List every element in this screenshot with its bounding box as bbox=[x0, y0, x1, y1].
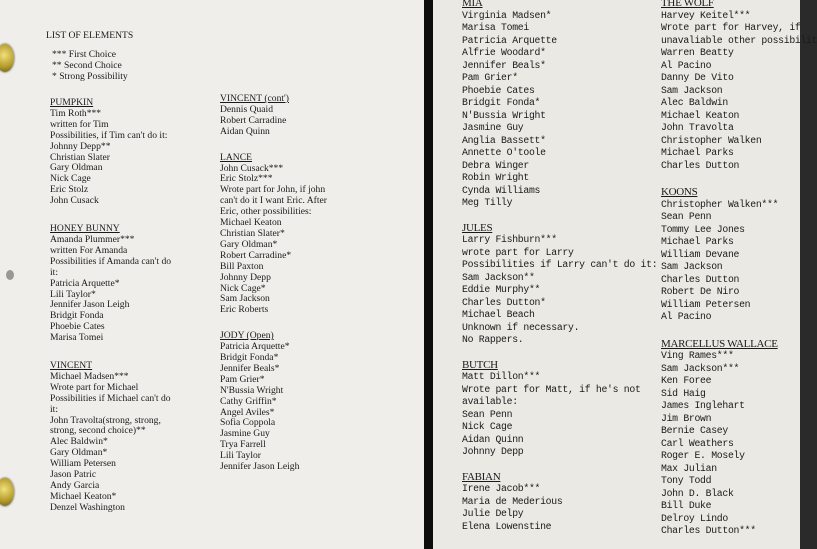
cast-line: William Devane bbox=[661, 248, 740, 260]
section-heading: BUTCH bbox=[462, 358, 498, 371]
cast-line: wrote part for Larry bbox=[462, 246, 574, 258]
cast-line: available: bbox=[462, 396, 518, 407]
cast-line: N'Bussia Wright bbox=[220, 384, 284, 396]
section-heading: HONEY BUNNY bbox=[50, 223, 120, 235]
cast-line: Lili Taylor bbox=[220, 450, 261, 462]
list-header bbox=[46, 31, 133, 83]
cast-line: Bill Paxton bbox=[220, 260, 264, 272]
cast-line: Cathy Griffin* bbox=[220, 395, 277, 407]
cast-line: N'Bussia Wright bbox=[462, 109, 546, 121]
legend-third: * Strong Possibility bbox=[52, 70, 128, 82]
cast-line: Sam Jackson bbox=[661, 261, 723, 272]
cast-line: written for Tim bbox=[50, 118, 109, 130]
cast-line: Carl Weathers bbox=[661, 437, 734, 449]
cast-line: Eddie Murphy** bbox=[462, 284, 541, 295]
cast-line: Phoebie Cates bbox=[50, 321, 105, 333]
cast-line: Eric Roberts bbox=[220, 304, 269, 316]
cast-line: Christopher Walken*** bbox=[661, 198, 779, 210]
cast-line: Dennis Quaid bbox=[220, 103, 274, 115]
cast-line: Charles Dutton* bbox=[462, 296, 546, 308]
cast-line: Tony Todd bbox=[661, 475, 712, 486]
cast-line: John D. Black bbox=[661, 487, 734, 499]
section-heading: VINCENT bbox=[50, 360, 93, 372]
cast-line: Ken Foree bbox=[661, 375, 712, 386]
cast-line: Aidan Quinn bbox=[220, 125, 270, 137]
section-heading: PUMPKIN bbox=[50, 97, 94, 108]
cast-line: Robert Carradine* bbox=[220, 249, 292, 261]
cast-line: Pam Grier* bbox=[220, 373, 265, 385]
binder-ring-bottom bbox=[0, 478, 14, 506]
cast-line: Sean Penn bbox=[462, 408, 513, 420]
cast-line: No Rappers. bbox=[462, 334, 524, 345]
cast-line: Denzel Washington bbox=[50, 501, 125, 513]
cast-line: Trya Farrell bbox=[220, 439, 266, 451]
cast-line: Bridgit Fonda* bbox=[220, 352, 279, 364]
cast-line: John Travolta(strong, strong, bbox=[50, 414, 161, 426]
cast-line: Jennifer Beals* bbox=[462, 59, 546, 71]
right-column-2 bbox=[661, 0, 817, 538]
cast-line: Bernie Casey bbox=[661, 425, 728, 436]
cast-line: Robin Wright bbox=[462, 172, 529, 183]
cast-line: Johnny Depp bbox=[462, 446, 524, 457]
punch-hole bbox=[6, 270, 14, 280]
cast-line: Jasmine Guy bbox=[220, 428, 270, 440]
cast-line: Sid Haig bbox=[661, 387, 706, 399]
right-column-1 bbox=[462, 0, 657, 533]
cast-line: Charles Dutton*** bbox=[661, 525, 756, 536]
cast-line: John Cusack bbox=[50, 195, 99, 207]
cast-line: Christopher Walken bbox=[661, 134, 762, 146]
cast-line: Patricia Arquette* bbox=[220, 341, 290, 353]
cast-line: Eric Stolz*** bbox=[220, 173, 273, 185]
cast-line: Sam Jackson** bbox=[462, 271, 535, 283]
cast-line: Possibilities if Michael can't do bbox=[50, 392, 171, 404]
cast-line: Wrote part for John, if john bbox=[220, 184, 326, 196]
cast-line: Jim Brown bbox=[661, 412, 712, 424]
cast-line: Jennifer Jason Leigh bbox=[50, 299, 130, 311]
cast-line: William Petersen bbox=[661, 298, 751, 310]
cast-line: Larry Fishburn*** bbox=[462, 234, 557, 245]
cast-line: Wrote part for Michael bbox=[50, 381, 139, 393]
cast-line: Tommy Lee Jones bbox=[661, 223, 745, 235]
cast-line: Elena Lowenstine bbox=[462, 520, 552, 532]
list-title: LIST OF ELEMENTS bbox=[46, 30, 134, 41]
cast-line: Eric Stolz bbox=[50, 184, 89, 196]
cast-line: Angel Aviles* bbox=[220, 406, 275, 418]
cast-line: Cynda Williams bbox=[462, 184, 541, 196]
cast-line: Julie Delpy bbox=[462, 508, 524, 519]
cast-line: Sam Jackson*** bbox=[661, 362, 740, 374]
legend-second: ** Second Choice bbox=[52, 59, 122, 71]
cast-line: Michael Keaton bbox=[661, 109, 740, 121]
cast-line: Possibilities, if Tim can't do it: bbox=[50, 129, 168, 141]
cast-line: Meg Tilly bbox=[462, 197, 513, 208]
cast-line: Nick Cage* bbox=[220, 282, 266, 294]
section-heading: JULES bbox=[462, 221, 493, 234]
cast-line: Annette O'toole bbox=[462, 147, 546, 158]
cast-line: Al Pacino bbox=[661, 311, 712, 322]
cast-line: strong, second choice)** bbox=[50, 425, 146, 437]
cast-line: Michael Keaton* bbox=[50, 490, 117, 502]
cast-line: Matt Dillon*** bbox=[462, 371, 541, 382]
cast-line: Alec Baldwin bbox=[661, 97, 728, 108]
cast-line: Danny De Vito bbox=[661, 72, 734, 83]
cast-line: Tim Roth*** bbox=[50, 107, 102, 119]
cast-line: Charles Dutton bbox=[661, 159, 740, 171]
cast-line: Sofia Coppola bbox=[220, 417, 276, 429]
section-heading: THE WOLF bbox=[661, 0, 714, 9]
cast-line: James Inglehart bbox=[661, 400, 745, 411]
cast-line: Gary Oldman bbox=[50, 162, 103, 174]
cast-line: Patricia Arquette bbox=[462, 34, 557, 46]
cast-line: Sam Jackson bbox=[661, 84, 723, 96]
cast-line: Bill Duke bbox=[661, 500, 712, 511]
cast-line: Possibilities if Amanda can't do bbox=[50, 255, 172, 267]
cast-line: Jennifer Beals* bbox=[220, 362, 280, 374]
cast-line: Nick Cage bbox=[50, 173, 91, 185]
cast-line: it: bbox=[50, 266, 58, 278]
section-heading: VINCENT (cont') bbox=[220, 93, 289, 104]
cast-line: Robert De Niro bbox=[661, 286, 740, 297]
cast-line: it: bbox=[50, 403, 58, 415]
cast-line: Christian Slater* bbox=[220, 227, 285, 239]
cast-line: Jasmine Guy bbox=[462, 122, 524, 133]
cast-line: Andy Garcia bbox=[50, 480, 100, 491]
cast-line: Aidan Quinn bbox=[462, 433, 524, 445]
cast-line: Lili Taylor* bbox=[50, 288, 96, 300]
cast-line: Michael Parks bbox=[661, 236, 734, 247]
cast-line: Robert Carradine bbox=[220, 114, 287, 126]
cast-line: Johnny Depp** bbox=[50, 140, 111, 152]
cast-line: Pam Grier* bbox=[462, 72, 518, 83]
section-heading: MIA bbox=[462, 0, 483, 9]
left-column-1 bbox=[50, 98, 171, 514]
cast-line: Sam Jackson bbox=[220, 293, 270, 305]
cast-line: Bridgit Fonda* bbox=[462, 97, 541, 108]
cast-line: Possibilities if Larry can't do it: bbox=[462, 259, 658, 270]
cast-line: Charles Dutton bbox=[661, 273, 740, 285]
cast-line: Harvey Keitel*** bbox=[661, 9, 751, 21]
cast-line: Wrote part for Matt, if he's not bbox=[462, 383, 641, 395]
cast-line: John Cusack*** bbox=[220, 162, 284, 174]
section-heading: KOONS bbox=[661, 186, 698, 198]
right-page bbox=[433, 0, 817, 549]
cast-line: Al Pacino bbox=[661, 59, 712, 71]
page-gutter bbox=[424, 0, 433, 549]
cast-line: Maria de Mederious bbox=[462, 495, 563, 507]
section-heading: LANCE bbox=[220, 151, 252, 163]
cast-line: Alec Baldwin* bbox=[50, 436, 108, 448]
section-heading: FABIAN bbox=[462, 470, 501, 483]
binder-ring-top bbox=[0, 44, 14, 72]
cast-line: Roger E. Mosely bbox=[661, 450, 745, 461]
section-heading: MARCELLUS WALLACE bbox=[661, 337, 778, 350]
cast-line: Jennifer Jason Leigh bbox=[220, 461, 300, 473]
cast-line: Warren Beatty bbox=[661, 47, 734, 58]
cast-line: Debra Winger bbox=[462, 159, 529, 171]
cast-line: John Travolta bbox=[661, 122, 734, 133]
cast-line: Alfrie Woodard* bbox=[462, 47, 546, 58]
cast-line: Virginia Madsen* bbox=[462, 9, 552, 21]
cast-line: Marisa Tomei bbox=[462, 22, 529, 33]
cast-line: Bridgit Fonda bbox=[50, 310, 104, 322]
cast-line: Michael Beach bbox=[462, 309, 535, 320]
cast-line: Marisa Tomei bbox=[50, 332, 104, 344]
cast-line: Sean Penn bbox=[661, 211, 712, 222]
cast-line: Wrote part for Harvey, if bbox=[661, 22, 801, 33]
cast-line: Gary Oldman* bbox=[50, 447, 108, 459]
cast-line: can't do it I want Eric. After bbox=[220, 195, 327, 207]
cast-line: Michael Parks bbox=[661, 147, 734, 158]
cast-line: Jason Patric bbox=[50, 469, 97, 481]
cast-line: Anglia Bassett* bbox=[462, 134, 546, 146]
cast-line: Johnny Depp bbox=[220, 271, 271, 283]
cast-line: Irene Jacob*** bbox=[462, 483, 541, 494]
cast-line: Eric, other possibilities: bbox=[220, 206, 312, 218]
cast-line: Patricia Arquette* bbox=[50, 277, 120, 289]
cast-line: Phoebie Cates bbox=[462, 84, 535, 96]
cast-line: Amanda Plummer*** bbox=[50, 233, 135, 245]
cast-line: Delroy Lindo bbox=[661, 512, 728, 524]
cast-line: Nick Cage bbox=[462, 421, 513, 432]
cast-line: Michael Madsen*** bbox=[50, 370, 129, 382]
cast-line: Unknown if necessary. bbox=[462, 321, 580, 333]
cast-line: William Petersen bbox=[50, 458, 116, 470]
cast-line: Max Julian bbox=[661, 462, 717, 474]
cast-line: unavaliable other possibilit bbox=[661, 34, 817, 46]
cast-line: Christian Slater bbox=[50, 151, 110, 163]
left-column-2 bbox=[220, 94, 327, 473]
cast-line: Michael Keaton bbox=[220, 217, 282, 229]
legend-first: *** First Choice bbox=[52, 48, 116, 60]
cast-line: written For Amanda bbox=[50, 244, 128, 256]
section-heading: JODY (Open) bbox=[220, 330, 274, 342]
cast-line: Gary Oldman* bbox=[220, 238, 278, 250]
cast-line: Ving Rames*** bbox=[661, 350, 734, 361]
